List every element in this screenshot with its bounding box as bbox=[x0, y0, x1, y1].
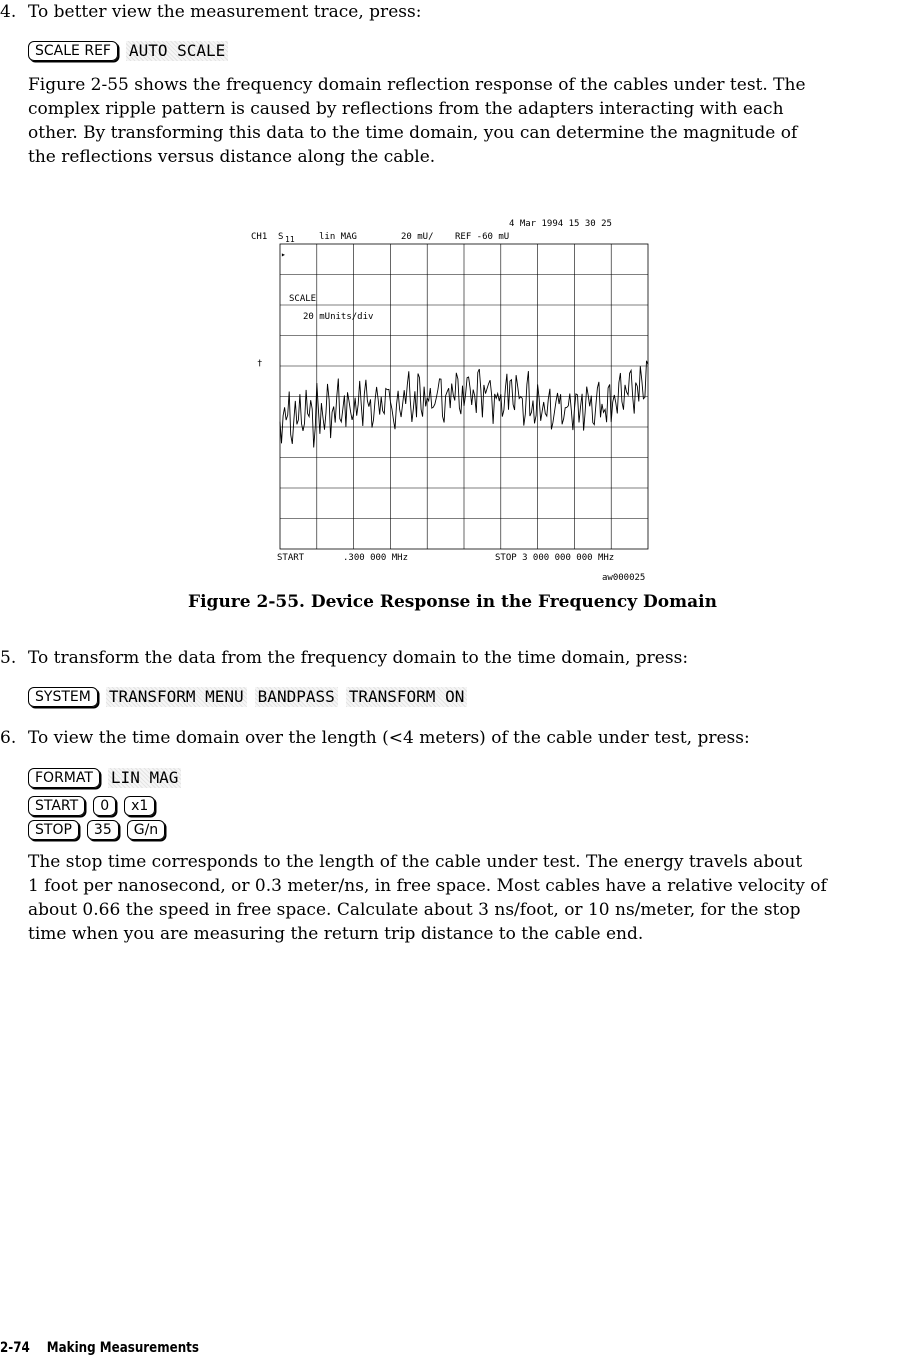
paragraph-line: time when you are measuring the return trip distance to the cable end. bbox=[28, 924, 644, 944]
x1-key[interactable]: x1 bbox=[124, 796, 155, 816]
step-4-keys bbox=[28, 38, 236, 62]
system-hardkey[interactable]: SYSTEM bbox=[28, 687, 98, 707]
transform-on-softkey[interactable]: TRANSFORM ON bbox=[346, 687, 468, 707]
step-6 bbox=[0, 726, 750, 750]
step-text: To view the time domain over the length (<4 meters) of the cable under test, press: bbox=[28, 728, 750, 748]
lin-mag-softkey[interactable]: LIN MAG bbox=[108, 768, 181, 788]
transform-menu-softkey[interactable]: TRANSFORM MENU bbox=[106, 687, 247, 707]
page-number: 2-74 bbox=[0, 1340, 30, 1356]
section-title: Making Measurements bbox=[46, 1340, 199, 1356]
step-number: 4. bbox=[0, 2, 17, 22]
step-6-format-keys bbox=[28, 765, 189, 789]
figure-id: aw000025 bbox=[602, 573, 646, 583]
marker-symbol: † bbox=[257, 359, 263, 369]
channel-label: CH1 bbox=[251, 232, 268, 242]
step-text: To better view the measurement trace, press: bbox=[28, 2, 422, 22]
step-number: 5. bbox=[0, 648, 17, 668]
bandpass-softkey[interactable]: BANDPASS bbox=[255, 687, 338, 707]
zero-key[interactable]: 0 bbox=[93, 796, 116, 816]
format-hardkey[interactable]: FORMAT bbox=[28, 768, 100, 788]
analyzer-display-figure bbox=[245, 212, 665, 587]
parameter-label: S bbox=[278, 232, 284, 242]
figure-caption: Figure 2-55. Device Response in the Frequency Domain bbox=[188, 592, 717, 612]
step-5 bbox=[0, 646, 688, 670]
timestamp: 4 Mar 1994 15 30 25 bbox=[509, 219, 612, 229]
step-4 bbox=[0, 0, 421, 24]
g-n-key[interactable]: G/n bbox=[127, 820, 165, 840]
paragraph-line: complex ripple pattern is caused by reflections from the adapters interacting with each bbox=[28, 99, 784, 119]
scale-ref-hardkey[interactable]: SCALE REF bbox=[28, 41, 118, 61]
paragraph-line: about 0.66 the speed in free space. Calculate about 3 ns/foot, or 10 ns/meter, for the stop bbox=[28, 900, 801, 920]
page-footer bbox=[0, 1340, 216, 1356]
step-6-start-keys bbox=[28, 793, 163, 817]
scale-per-div-label: 20 mU/ bbox=[401, 232, 434, 242]
paragraph-line: other. By transforming this data to the time domain, you can determine the magnitude of bbox=[28, 123, 798, 143]
step-6-stop-keys bbox=[28, 817, 173, 841]
reference-label: REF -60 mU bbox=[455, 232, 510, 242]
stop-hardkey[interactable]: STOP bbox=[28, 820, 79, 840]
paragraph-stop-time bbox=[28, 850, 827, 946]
graticule bbox=[280, 244, 648, 549]
auto-scale-softkey[interactable]: AUTO SCALE bbox=[126, 41, 228, 61]
paragraph-line: 1 foot per nanosecond, or 0.3 meter/ns, in free space. Most cables have a relative velocity of bbox=[28, 876, 827, 896]
paragraph-line: Figure 2-55 shows the frequency domain reflection response of the cables under test. The bbox=[28, 75, 806, 95]
paragraph-frequency-response bbox=[28, 73, 806, 169]
scale-value-annotation: 20 mUnits/div bbox=[303, 312, 374, 322]
parameter-subscript: 11 bbox=[285, 235, 295, 244]
start-hardkey[interactable]: START bbox=[28, 796, 85, 816]
start-frequency: .300 000 MHz bbox=[343, 553, 409, 563]
step-5-keys bbox=[28, 684, 475, 708]
thirty-five-key[interactable]: 35 bbox=[87, 820, 119, 840]
stop-frequency: STOP 3 000 000 000 MHz bbox=[495, 553, 615, 563]
start-label: START bbox=[277, 553, 305, 563]
step-number: 6. bbox=[0, 728, 17, 748]
paragraph-line: the reflections versus distance along the cable. bbox=[28, 147, 436, 167]
scale-annotation: SCALE bbox=[289, 294, 317, 304]
reference-marker-icon: ▸ bbox=[281, 250, 286, 259]
format-label: lin MAG bbox=[319, 232, 357, 242]
paragraph-line: The stop time corresponds to the length of the cable under test. The energy travels about bbox=[28, 852, 803, 872]
step-text: To transform the data from the frequency domain to the time domain, press: bbox=[28, 648, 689, 668]
